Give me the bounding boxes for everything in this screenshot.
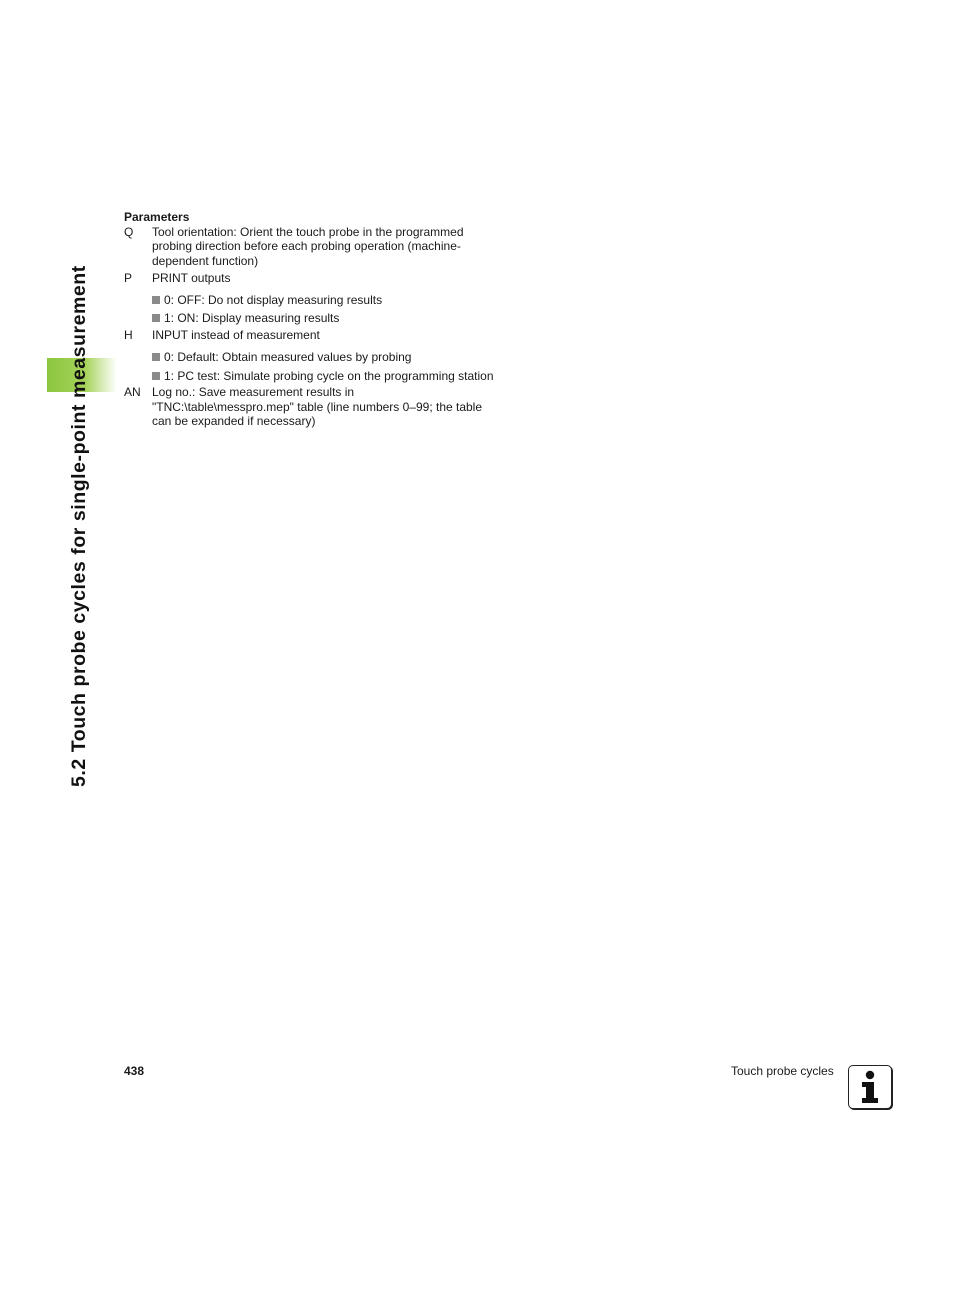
bullet-text: 0: OFF: Do not display measuring results: [164, 292, 383, 307]
bullet-square-icon: [152, 372, 160, 380]
parameters-heading: Parameters: [124, 210, 190, 224]
description-line: dependent function): [152, 253, 259, 268]
description-line: "TNC:\table\messpro.mep" table (line numbers 0–99; the table: [152, 399, 483, 414]
bullet-square-icon: [152, 314, 160, 322]
param-key: H: [124, 327, 133, 342]
parameters-section: [124, 210, 544, 429]
info-icon: [848, 1065, 892, 1109]
description-line: can be expanded if necessary): [152, 414, 316, 428]
bullet-text: 1: ON: Display measuring results: [164, 311, 340, 325]
list-item: [152, 369, 544, 384]
param-description: [152, 385, 544, 429]
footer-chapter-title: Touch probe cycles: [731, 1064, 834, 1078]
param-key: AN: [124, 385, 141, 399]
list-item: [152, 293, 544, 308]
param-h: [124, 328, 544, 343]
param-description: PRINT outputs: [152, 271, 231, 285]
bullet-square-icon: [152, 353, 160, 361]
section-title: 5.2 Touch probe cycles for single-point measurement: [68, 265, 90, 787]
bullet-text: 1: PC test: Simulate probing cycle on the programming station: [164, 368, 494, 383]
param-description: INPUT instead of measurement: [152, 327, 320, 342]
param-description: [152, 225, 544, 269]
list-item: [152, 311, 544, 326]
description-line: probing direction before each probing operation (machine-: [152, 239, 461, 253]
param-key: Q: [124, 224, 134, 239]
description-line: Tool orientation: Orient the touch probe in the programmed: [152, 224, 464, 239]
description-line: Log no.: Save measurement results in: [152, 385, 355, 399]
page-number: 438: [124, 1064, 145, 1078]
info-glyph: [855, 1069, 885, 1105]
param-an: [124, 385, 544, 429]
list-item: [152, 350, 544, 365]
bullet-square-icon: [152, 296, 160, 304]
param-p: [124, 271, 544, 286]
param-q: [124, 225, 544, 269]
bullet-text: 0: Default: Obtain measured values by probing: [164, 350, 412, 364]
param-key: P: [124, 271, 133, 285]
